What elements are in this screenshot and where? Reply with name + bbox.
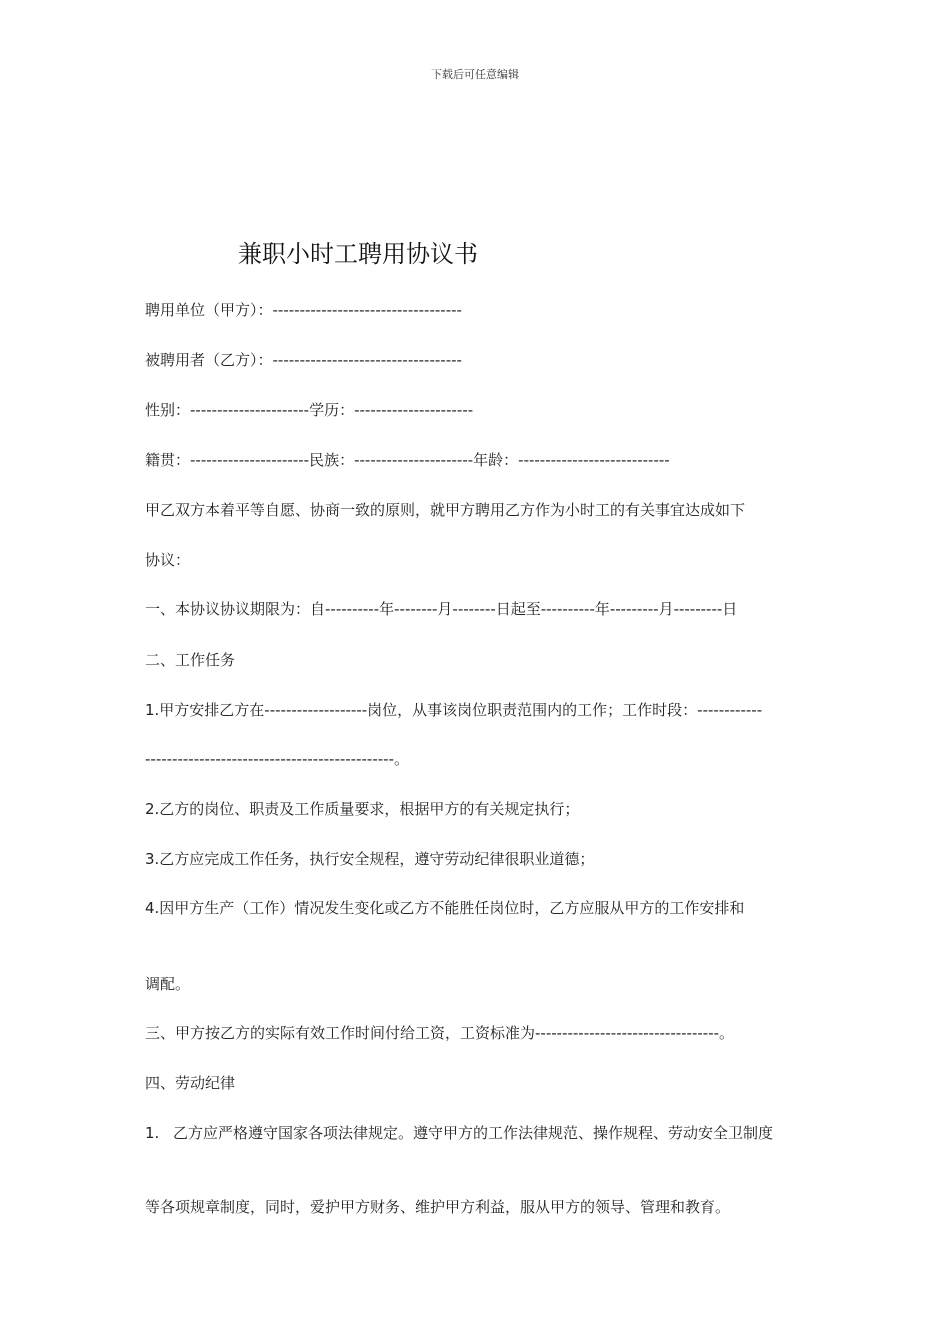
item-2-1-line-2: ----------------------------------------------。	[145, 750, 409, 768]
item-2-4-line-1: 4.因甲方生产（工作）情况发生变化或乙方不能胜任岗位时，乙方应服从甲方的工作安排和	[145, 899, 745, 917]
document-title: 兼职小时工聘用协议书	[238, 240, 478, 268]
item-4-1-number: 1.	[145, 1124, 160, 1142]
item-2-3: 3.乙方应完成工作任务，执行安全规程，遵守劳动纪律很职业道德；	[145, 850, 595, 868]
intro-paragraph-line-2: 协议：	[145, 551, 191, 569]
item-4-1	[145, 1121, 810, 1145]
item-2-1-line-1: 1.甲方安排乙方在-------------------岗位，从事该岗位职责范围内的工作；工作时段：------------	[145, 701, 763, 719]
header-note: 下载后可任意编辑	[431, 68, 519, 81]
item-2-4-line-2: 调配。	[145, 975, 191, 993]
section-3-wage: 三、甲方按乙方的实际有效工作时间付给工资，工资标准为----------------------------------。	[145, 1024, 735, 1042]
section-4-heading: 四、劳动纪律	[145, 1074, 236, 1092]
intro-paragraph-line-1: 甲乙双方本着平等自愿、协商一致的原则，就甲方聘用乙方作为小时工的有关事宜达成如下	[145, 501, 746, 519]
item-4-1-continuation: 等各项规章制度，同时，爱护甲方财务、维护甲方利益，服从甲方的领导、管理和教育。	[145, 1198, 731, 1216]
item-2-2: 2.乙方的岗位、职责及工作质量要求，根据甲方的有关规定执行；	[145, 800, 580, 818]
field-origin-ethnicity-age: 籍贯：----------------------民族：----------------------年龄：----------------------------	[145, 451, 670, 469]
field-employer: 聘用单位（甲方）：-----------------------------------	[145, 301, 462, 319]
field-gender-education: 性别：----------------------学历：----------------------	[145, 401, 474, 419]
section-1-term: 一、本协议协议期限为：自----------年--------月--------日起至----------年---------月---------日	[145, 600, 738, 618]
item-4-1-text: 乙方应严格遵守国家各项法律规定。遵守甲方的工作法律规范、操作规程、劳动安全卫制度	[173, 1124, 774, 1142]
field-employee: 被聘用者（乙方）：-----------------------------------	[145, 351, 462, 369]
section-2-heading: 二、工作任务	[145, 651, 236, 669]
